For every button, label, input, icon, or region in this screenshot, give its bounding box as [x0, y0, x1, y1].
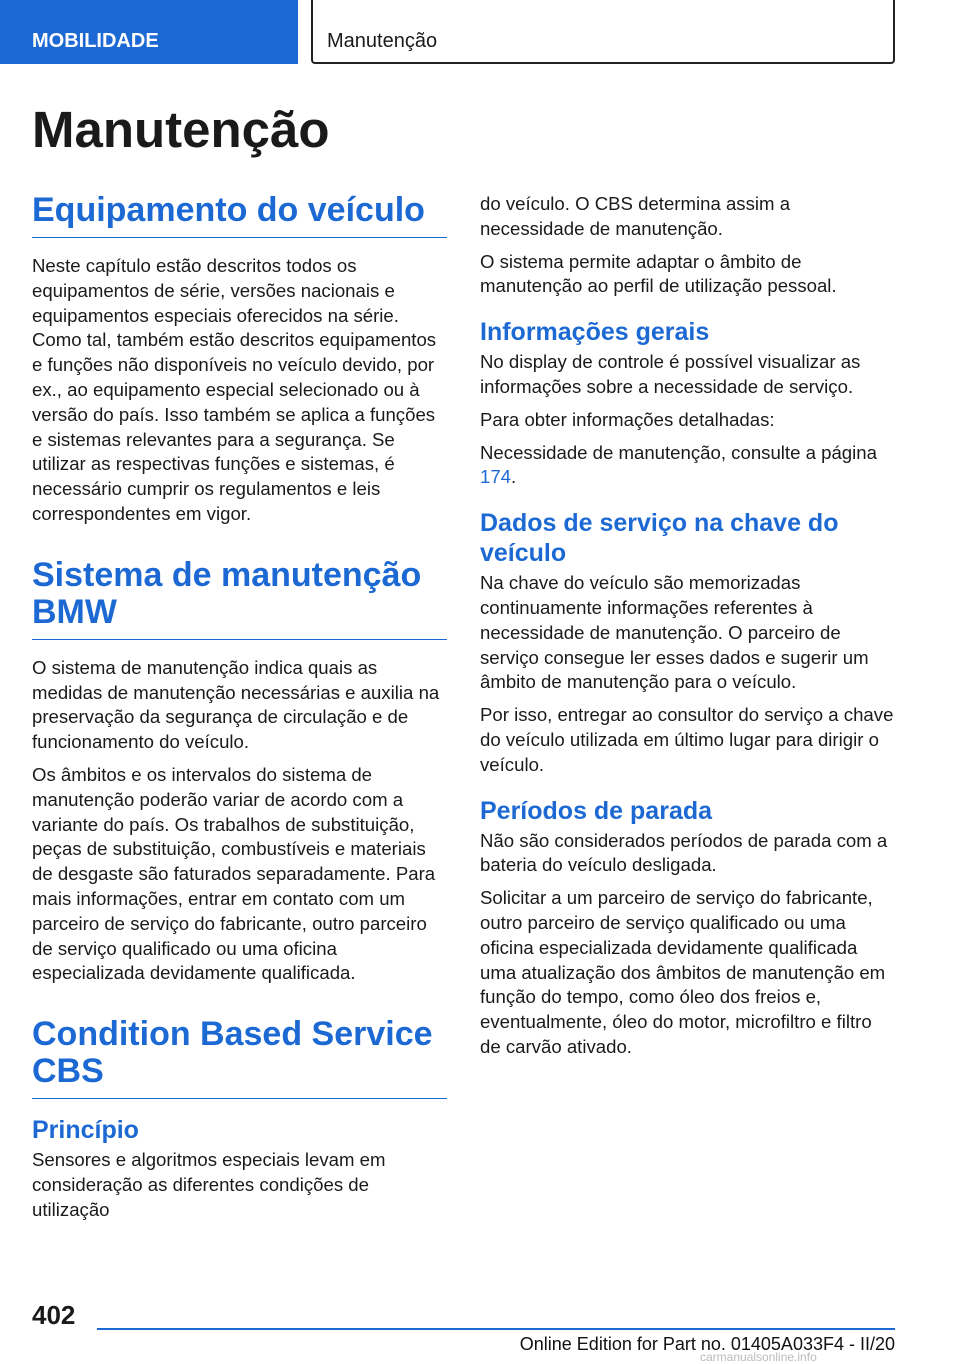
section-tab[interactable]: MOBILIDADE — [0, 0, 298, 64]
page-reference-link[interactable]: 174 — [480, 466, 512, 488]
paragraph-periodos-1: Não são considerados períodos de parada com a bateria do veículo desligada. — [480, 829, 888, 876]
info-3-period: . — [511, 466, 517, 488]
paragraph-info-3 — [480, 441, 895, 491]
left-column — [32, 192, 447, 1231]
info-3-text: Necessidade de manutenção, consulte a página — [480, 441, 877, 463]
footer-divider — [97, 1328, 895, 1330]
page-number: 402 — [32, 1300, 76, 1330]
paragraph-info-2: Para obter informações detalhadas: — [480, 408, 775, 430]
paragraph-periodos-2: Solicitar a um parceiro de serviço do fabricante, outro parceiro de serviço qualificado ou uma oficina especializada devidamente qualificada uma atualização dos âmbitos de manutenção em função do tempo, como óleo dos freios e, eventualmente, óleo do motor, microfiltro e filtro de carvão ativado. — [480, 887, 886, 1057]
heading-sistema-manutencao: Sistema de manutenção BMW — [32, 557, 447, 640]
edition-text: Online Edition for Part no. 01405A033F4 - II/20 — [519, 1334, 895, 1354]
paragraph-sistema-2: Os âmbitos e os intervalos do sistema de manutenção poderão variar de acordo com a variante do país. Os trabalhos de substituição, peças de substituição, combustíveis e materiais de desgaste são faturados separadamente. Para mais informações, entrar em contato com um parceiro de serviço do fabricante, outro parceiro de serviço qualificado ou uma oficina especializada devidamente qualificada. — [32, 763, 436, 984]
right-column — [480, 192, 895, 1068]
paragraph-cbs-cont-1: do veículo. O CBS determina assim a necessidade de manutenção. — [480, 193, 791, 239]
watermark: carmanualsonline.info — [700, 1350, 817, 1364]
paragraph-dados-1: Na chave do veículo são memorizadas continuamente informações referentes à necessidade de manutenção. O parceiro de serviço consegue ler esses dados e sugerir um âmbito de manutenção para o veículo. — [480, 572, 869, 693]
paragraph-principio: Sensores e algoritmos especiais levam em consideração as diferentes condições de utilização — [32, 1149, 386, 1220]
paragraph-cbs-cont-2: O sistema permite adaptar o âmbito de manutenção ao perfil de utilização pessoal. — [480, 250, 837, 297]
paragraph-info-1: No display de controle é possível visualizar as informações sobre a necessidade de serviço. — [480, 351, 861, 397]
page-title: Manutenção — [32, 101, 330, 158]
heading-cbs: Condition Based Service CBS — [32, 1016, 447, 1099]
heading-informacoes-gerais: Informações gerais — [480, 318, 710, 347]
heading-equipamento: Equipamento do veículo — [32, 192, 447, 238]
heading-principio: Princípio — [32, 1116, 139, 1145]
heading-periodos-parada: Períodos de parada — [480, 796, 713, 825]
paragraph-dados-2: Por isso, entregar ao consultor do serviço a chave do veículo utilizada em último lugar para dirigir o veículo. — [480, 704, 894, 775]
paragraph-equipamento: Neste capítulo estão descritos todos os equipamentos de série, versões nacionais e equipamentos especiais oferecidos na série. Como tal, também estão descritos equipamentos e funções não disponíveis no veículo devido, por ex., ao equipamento especial selecionado ou à versão do país. Isso também se aplica a funções e sistemas relevantes para a segurança. Se utilizar as respectivas funções e sistemas, é necessário cumprir os regulamentos e leis correspondentes em vigor. — [32, 255, 437, 524]
chapter-tab[interactable]: Manutenção — [311, 0, 895, 64]
paragraph-sistema-1: O sistema de manutenção indica quais as medidas de manutenção necessárias e auxilia na preservação da segurança de circulação e de funcionamento do veículo. — [32, 656, 440, 753]
heading-dados-servico: Dados de serviço na chave do veículo — [480, 509, 839, 568]
